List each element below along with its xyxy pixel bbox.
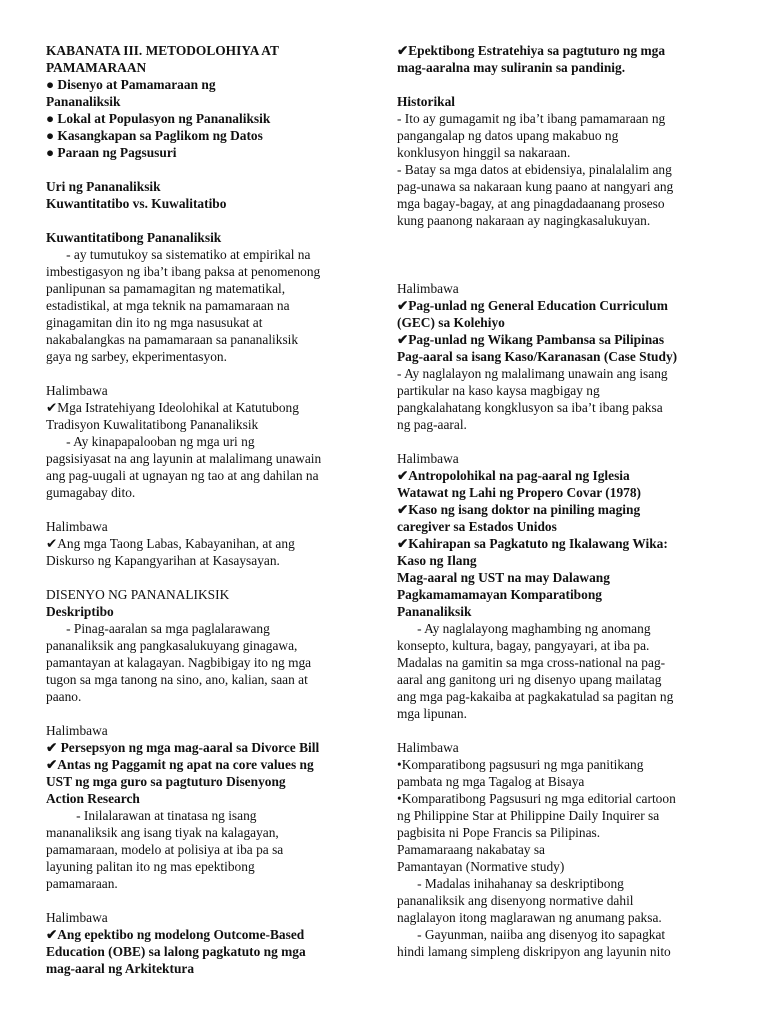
left-text-line: ginagamitan din ito ng mga nasusukat at xyxy=(46,315,263,330)
left-text-line: ● Disenyo at Pamamaraan ng xyxy=(46,77,216,92)
left-text-line: pananaliksik ang pangkasalukuyang ginagawa, xyxy=(46,638,298,653)
left-text-line: Halimbawa xyxy=(46,723,108,738)
right-text-line: kung paanong nakaraan ay nagingkasalukuyan. xyxy=(397,213,651,228)
left-text-line: - Pinag-aaralan sa mga paglalarawang xyxy=(46,621,270,636)
left-text-line: ✔Ang epektibo ng modelong Outcome-Based xyxy=(46,927,305,942)
right-text-line: •Komparatibong Pagsusuri ng mga editorial cartoon xyxy=(397,791,676,806)
right-text-line: - Ay naglalayong maghambing ng anomang xyxy=(397,621,651,636)
left-text-line: pamantayan at kalagayan. Nagbibigay ito ng mga xyxy=(46,655,312,670)
right-text-line: konklusyon hinggil sa nakaraan. xyxy=(397,145,571,160)
left-text-line: pamamaraan, modelo at polisiya at iba pa sa xyxy=(46,842,284,857)
right-text-line: Pananaliksik xyxy=(397,604,472,619)
left-text-line: ✔Ang mga Taong Labas, Kabayanihan, at ang xyxy=(46,536,295,551)
left-text-line: pamamaraan. xyxy=(46,876,118,891)
left-spacer xyxy=(46,705,368,722)
right-text-line: Halimbawa xyxy=(397,740,459,755)
left-text-line: paano. xyxy=(46,689,82,704)
right-text-line: Kaso ng Ilang xyxy=(397,553,477,568)
right-text-line: Pag-aaral sa isang Kaso/Karanasan (Case Study) xyxy=(397,349,678,364)
left-spacer xyxy=(46,501,368,518)
right-text-line: Historikal xyxy=(397,94,456,109)
left-text-line: ✔Mga Istratehiyang Ideolohikal at Katutubong xyxy=(46,400,299,415)
left-text-line: ✔Antas ng Paggamit ng apat na core values ng xyxy=(46,757,314,772)
right-text-line: Halimbawa xyxy=(397,451,459,466)
left-text-line: ✔ Persepsyon ng mga mag-aaral sa Divorce Bill xyxy=(46,740,320,755)
left-text-line: Halimbawa xyxy=(46,910,108,925)
right-text-line: partikular na kaso kaysa magbigay ng xyxy=(397,383,600,398)
right-text-line: hindi lamang simpleng diskripyon ang layunin nito xyxy=(397,944,671,959)
right-text-line: mag-aaralna may suliranin sa pandinig. xyxy=(397,60,626,75)
left-text-line: panlipunan sa pamamagitan ng matematikal, xyxy=(46,281,286,296)
right-text-line: konsepto, kultura, bagay, pangyayari, at iba pa. xyxy=(397,638,650,653)
right-spacer xyxy=(397,229,723,246)
right-text-line: pangkalahatang kongklusyon sa iba’t ibang paksa xyxy=(397,400,663,415)
left-text-line: gumagabay dito. xyxy=(46,485,136,500)
left-text-line: ● Paraan ng Pagsusuri xyxy=(46,145,177,160)
left-text-line: imbestigasyon ng iba’t ibang paksa at penomenong xyxy=(46,264,321,279)
left-text-line: UST ng mga guro sa pagtuturo Disenyong xyxy=(46,774,286,789)
right-text-line: pambata ng mga Tagalog at Bisaya xyxy=(397,774,585,789)
right-text-line: (GEC) sa Kolehiyo xyxy=(397,315,505,330)
left-text-line: - Inilalarawan at tinatasa ng isang xyxy=(46,808,257,823)
left-text-line: Action Research xyxy=(46,791,140,806)
right-text-line: naglalayon itong maglarawan ng anumang paksa. xyxy=(397,910,662,925)
left-text-line: - Ay kinapapalooban ng mga uri ng xyxy=(46,434,255,449)
right-text-line: Madalas na gamitin sa mga cross-national na pag- xyxy=(397,655,666,670)
left-spacer xyxy=(46,161,368,178)
left-text-line: tugon sa mga tanong na sino, ano, kalian, saan at xyxy=(46,672,308,687)
left-text-line: nakabalangkas na pamamaraan sa pananaliksik xyxy=(46,332,299,347)
left-text-line: Education (OBE) sa lalong pagkatuto ng mga xyxy=(46,944,306,959)
left-text-line: PAMAMARAAN xyxy=(46,60,147,75)
right-text-line: - Batay sa mga datos at ebidensiya, pinalalalim ang xyxy=(397,162,672,177)
left-text-line: pagsisiyasat na ang layunin at malalimang unawain xyxy=(46,451,322,466)
left-text-line: mananaliksik ang isang tiyak na kalagayan, xyxy=(46,825,279,840)
left-text-line: Tradisyon Kuwalitatibong Pananaliksik xyxy=(46,417,259,432)
left-text-line: DISENYO NG PANANALIKSIK xyxy=(46,587,230,602)
left-text-line: - ay tumutukoy sa sistematiko at empirikal na xyxy=(46,247,311,262)
right-text-line: mga lipunan. xyxy=(397,706,467,721)
left-text-line: Halimbawa xyxy=(46,383,108,398)
left-text-line: ● Kasangkapan sa Paglikom ng Datos xyxy=(46,128,263,143)
left-spacer xyxy=(46,892,368,909)
right-spacer xyxy=(397,76,723,93)
right-text-line: Pagkamamamayan Komparatibong xyxy=(397,587,602,602)
right-spacer xyxy=(397,246,723,263)
right-text-line: ✔Epektibong Estratehiya sa pagtuturo ng mga xyxy=(397,43,666,58)
left-text-line: Halimbawa xyxy=(46,519,108,534)
right-text-line: Watawat ng Lahi ng Propero Covar (1978) xyxy=(397,485,642,500)
right-text-line: ng pag-aaral. xyxy=(397,417,467,432)
right-text-line: pangangalap ng datos upang makabuo ng xyxy=(397,128,619,143)
right-text-line: ✔Pag-unlad ng Wikang Pambansa sa Pilipinas xyxy=(397,332,665,347)
left-spacer xyxy=(46,365,368,382)
right-text-line: Halimbawa xyxy=(397,281,459,296)
right-text-line: ✔Antropolohikal na pag-aaral ng Iglesia xyxy=(397,468,630,483)
left-text-line: Pananaliksik xyxy=(46,94,121,109)
left-text-line: ang pag-uugali at ugnayan ng tao at ang dahilan na xyxy=(46,468,319,483)
right-text-line: pananaliksik ang disenyong normative dahil xyxy=(397,893,634,908)
right-text-line: ng Philippine Star at Philippine Daily Inquirer sa xyxy=(397,808,660,823)
right-text-line: Mag-aaral ng UST na may Dalawang xyxy=(397,570,610,585)
left-text-line: Kuwantitatibo vs. Kuwalitatibo xyxy=(46,196,227,211)
right-text-line: caregiver sa Estados Unidos xyxy=(397,519,557,534)
right-text-line: - Ito ay gumagamit ng iba’t ibang pamamaraan ng xyxy=(397,111,666,126)
right-text-line: aaral ang ganitong uri ng disenyo upang mailatag xyxy=(397,672,662,687)
right-text-line: mga bagay-bagay, at ang pinagdadaanang proseso xyxy=(397,196,665,211)
left-text-line: mag-aaral ng Arkitektura xyxy=(46,961,195,976)
right-text-line: ✔Kaso ng isang doktor na piniling maging xyxy=(397,502,641,517)
left-text-line: ● Lokal at Populasyon ng Pananaliksik xyxy=(46,111,271,126)
left-column xyxy=(46,42,368,977)
right-text-line: ✔Kahirapan sa Pagkatuto ng Ikalawang Wika: xyxy=(397,536,668,551)
right-text-line: ✔Pag-unlad ng General Education Curriculum xyxy=(397,298,668,313)
right-text-line: pag-unawa sa nakaraan kung paano at nangyari ang xyxy=(397,179,674,194)
right-column xyxy=(397,42,723,960)
right-spacer xyxy=(397,722,723,739)
right-text-line: - Gayunman, naiiba ang disenyog ito sapagkat xyxy=(397,927,666,942)
right-text-line: ang mga pag-kakaiba at pagkakatulad sa pagitan ng xyxy=(397,689,674,704)
left-text-line: Kuwantitatibong Pananaliksik xyxy=(46,230,222,245)
left-text-line: Deskriptibo xyxy=(46,604,114,619)
right-text-line: - Madalas inihahanay sa deskriptibong xyxy=(397,876,624,891)
right-text-line: Pamamaraang nakabatay sa xyxy=(397,842,545,857)
left-text-line: Diskurso ng Kapangyarihan at Kasaysayan. xyxy=(46,553,280,568)
left-text-line: estadistikal, at mga teknik na pamamaraan na xyxy=(46,298,290,313)
left-text-line: gaya ng sarbey, ekperimentasyon. xyxy=(46,349,227,364)
left-text-line: Uri ng Pananaliksik xyxy=(46,179,161,194)
right-spacer xyxy=(397,433,723,450)
right-text-line: •Komparatibong pagsusuri ng mga panitikang xyxy=(397,757,644,772)
right-text-line: pagbisita ni Pope Francis sa Pilipinas. xyxy=(397,825,601,840)
left-spacer xyxy=(46,569,368,586)
left-spacer xyxy=(46,212,368,229)
right-text-line: - Ay naglalayon ng malalimang unawain ang isang xyxy=(397,366,668,381)
left-text-line: KABANATA III. METODOLOHIYA AT xyxy=(46,43,279,58)
left-text-line: layuning palitan ito ng mas epektibong xyxy=(46,859,255,874)
right-text-line: Pamantayan (Normative study) xyxy=(397,859,565,874)
right-spacer xyxy=(397,263,723,280)
